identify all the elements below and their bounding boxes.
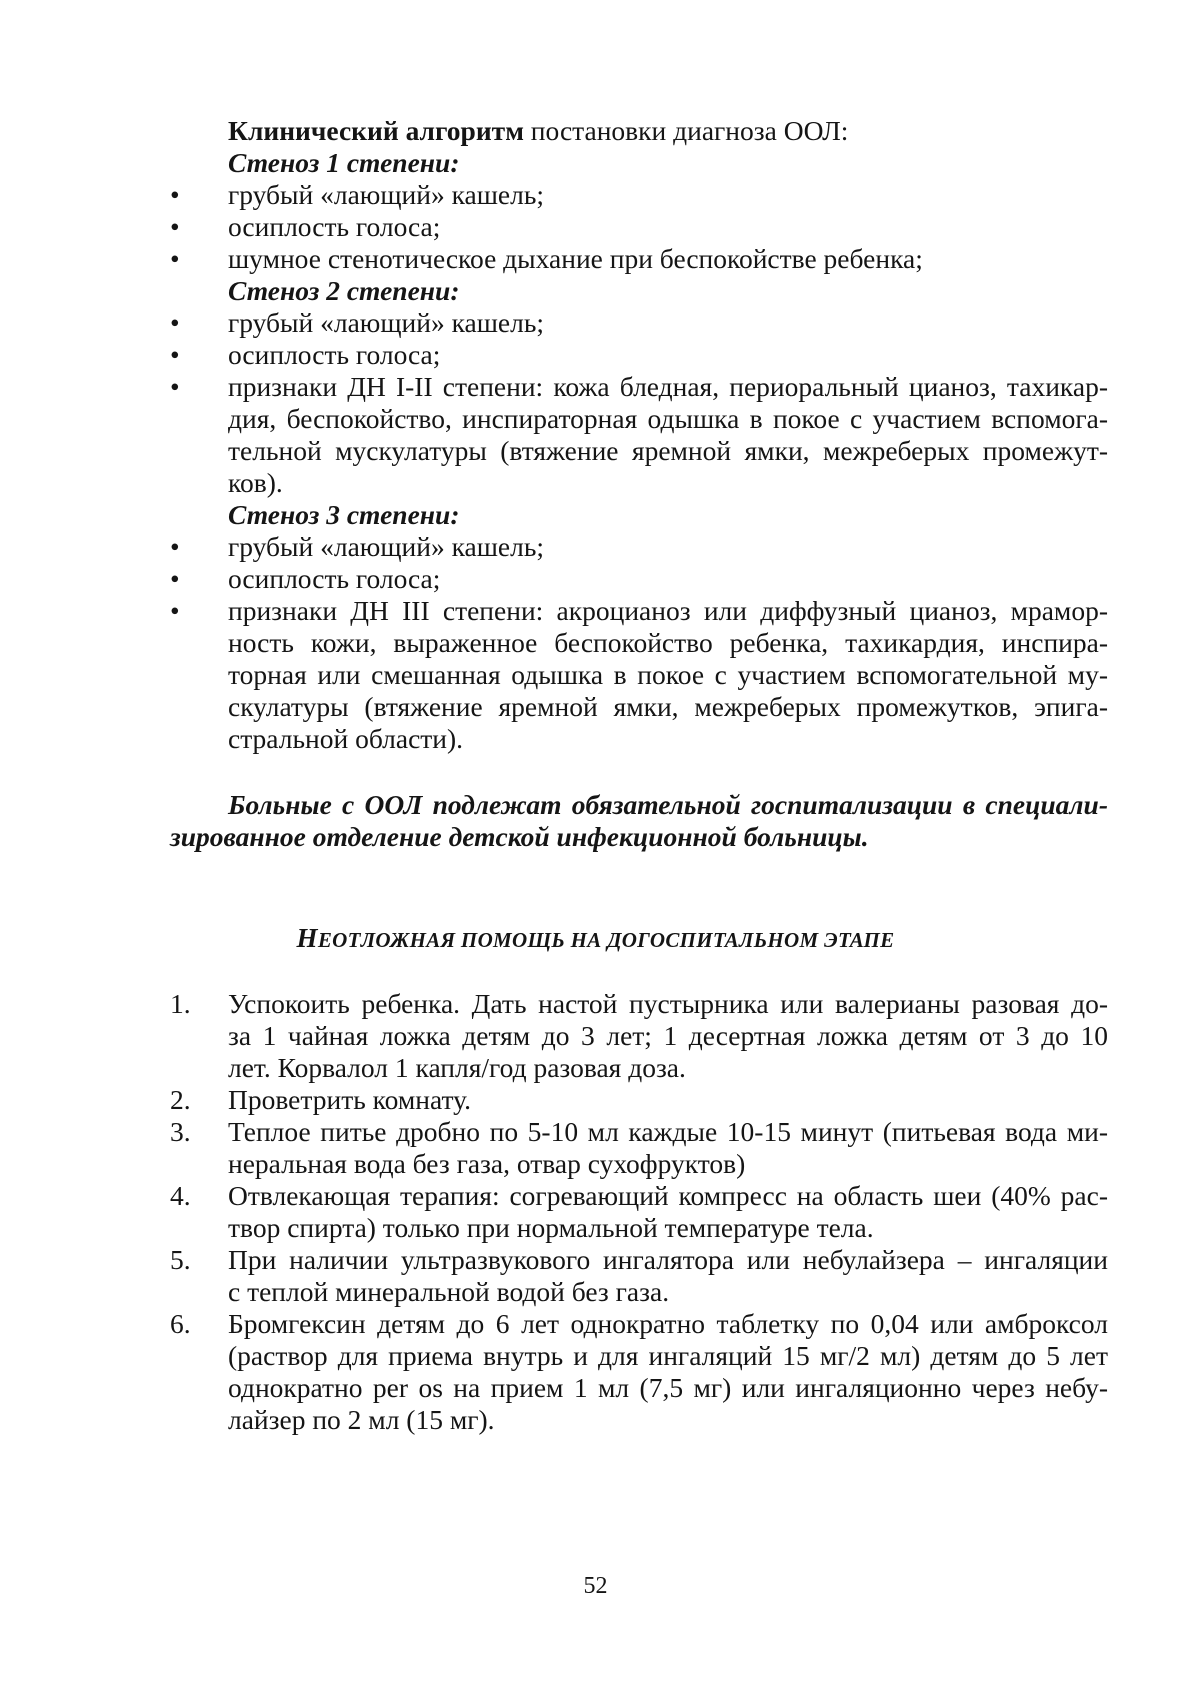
step-number: 4.: [170, 1180, 191, 1211]
bullet-icon: •: [170, 211, 180, 242]
stage1-heading-colon: :: [450, 147, 460, 178]
list-item: шумное стенотическое дыхание при беспокойстве ребенка;: [228, 243, 923, 274]
step-line: неральная вода без газа, отвар сухофруктов): [228, 1148, 746, 1179]
stage2-heading-text: Стеноз 2 степени: [228, 275, 451, 306]
list-item-line: ков).: [228, 467, 283, 498]
list-item: осиплость голоса;: [228, 563, 441, 594]
bullet-icon: •: [170, 371, 180, 402]
section-heading: [0, 922, 1191, 956]
bullet-icon: •: [170, 339, 180, 370]
step-line: (раствор для приема внутрь и для ингаляций 15 мг/2 мл) детям до 5 лет: [228, 1340, 1108, 1371]
list-item-line: признаки ДН I-II степени: кожа бледная, периоральный цианоз, тахикар-: [228, 371, 1108, 402]
step-line: Проветрить комнату.: [228, 1084, 471, 1115]
bullet-icon: •: [170, 595, 180, 626]
step-number: 1.: [170, 988, 191, 1019]
list-item-line: тельной мускулатуры (втяжение яремной ямки, межреберых промежут-: [228, 435, 1108, 466]
list-item: грубый «лающий» кашель;: [228, 307, 545, 338]
notice-line: Больные с ООЛ подлежат обязательной госпитализации в специали-: [228, 789, 1108, 820]
bullet-icon: •: [170, 307, 180, 338]
list-item: грубый «лающий» кашель;: [228, 531, 545, 562]
step-line: Бромгексин детям до 6 лет однократно таблетку по 0,04 или амброксол: [228, 1308, 1108, 1339]
bullet-icon: •: [170, 531, 180, 562]
page-number: 52: [583, 1573, 608, 1599]
step-number: 3.: [170, 1116, 191, 1147]
step-line: за 1 чайная ложка детям до 3 лет; 1 десертная ложка детям от 3 до 10: [228, 1020, 1108, 1051]
step-line: Успокоить ребенка. Дать настой пустырника или валерианы разовая до-: [228, 988, 1108, 1019]
list-item: грубый «лающий» кашель;: [228, 179, 545, 210]
list-item-line: скулатуры (втяжение яремной ямки, межреберых промежутков, эпига-: [228, 691, 1108, 722]
stage3-heading: [228, 499, 1108, 531]
step-line: лет. Корвалол 1 капля/год разовая доза.: [228, 1052, 686, 1083]
step-line: лайзер по 2 мл (15 мг).: [228, 1404, 495, 1435]
section-heading-cap: Н: [296, 923, 318, 953]
algorithm-intro: [228, 115, 1108, 147]
stage3-heading-text: Стеноз 3 степени: [228, 499, 451, 530]
notice-line: зированное отделение детской инфекционной больницы.: [170, 821, 869, 852]
algorithm-intro-bold: Клинический алгоритм: [228, 115, 524, 146]
step-line: Отвлекающая терапия: согревающий компресс на область шеи (40% рас-: [228, 1180, 1108, 1211]
step-line: При наличии ультразвукового ингалятора или небулайзера – ингаляции: [228, 1244, 1108, 1275]
step-line: твор спирта) только при нормальной температуре тела.: [228, 1212, 874, 1243]
step-line: однократно per os на прием 1 мл (7,5 мг) или ингаляционно через небу-: [228, 1372, 1108, 1403]
step-line: с теплой минеральной водой без газа.: [228, 1276, 670, 1307]
stage1-heading-text: Стеноз 1 степени: [228, 147, 451, 178]
stage3-heading-colon: :: [450, 499, 460, 530]
step-line: Теплое питье дробно по 5-10 мл каждые 10-15 минут (питьевая вода ми-: [228, 1116, 1108, 1147]
list-item-line: дия, беспокойство, инспираторная одышка в покое с участием вспомога-: [228, 403, 1108, 434]
list-item: осиплость голоса;: [228, 339, 441, 370]
stage1-heading: [228, 147, 1108, 179]
stage2-heading: [228, 275, 1108, 307]
step-number: 2.: [170, 1084, 191, 1115]
list-item-line: ность кожи, выраженное беспокойство ребенка, тахикардия, инспира-: [228, 627, 1108, 658]
bullet-icon: •: [170, 179, 180, 210]
step-number: 5.: [170, 1244, 191, 1275]
bullet-icon: •: [170, 243, 180, 274]
bullet-icon: •: [170, 563, 180, 594]
section-heading-rest: ЕОТЛОЖНАЯ ПОМОЩЬ НА ДОГОСПИТАЛЬНОМ ЭТАПЕ: [317, 928, 895, 952]
list-item-line: торная или смешанная одышка в покое с участием вспомогательной му-: [228, 659, 1108, 690]
list-item-line: стральной области).: [228, 723, 464, 754]
list-item: осиплость голоса;: [228, 211, 441, 242]
algorithm-intro-rest: постановки диагноза ООЛ:: [523, 115, 849, 146]
list-item-line: признаки ДН III степени: акроцианоз или диффузный цианоз, мрамор-: [228, 595, 1108, 626]
stage2-heading-colon: :: [450, 275, 460, 306]
step-number: 6.: [170, 1308, 191, 1339]
